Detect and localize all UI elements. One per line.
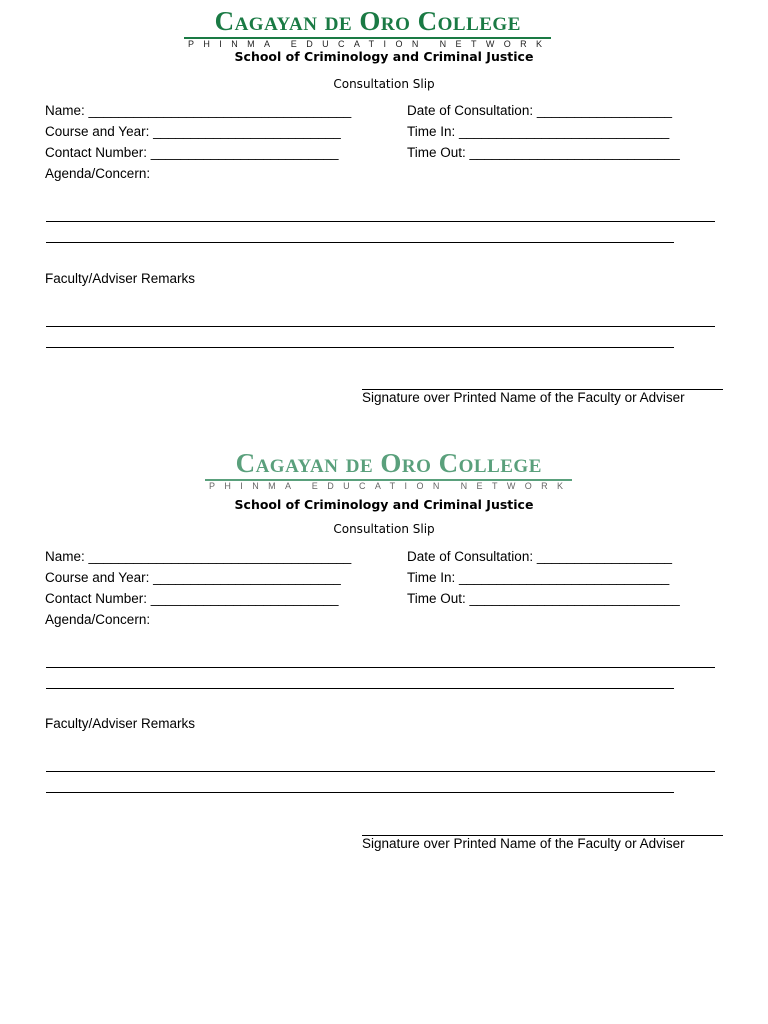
time-out-field: Time Out: ____________________________ [407, 145, 680, 160]
date-field: Date of Consultation: __________________ [407, 103, 672, 118]
time-in-field: Time In: ____________________________ [407, 570, 670, 585]
signature-label: Signature over Printed Name of the Faculty or Adviser [362, 836, 685, 851]
agenda-line-2 [46, 242, 674, 243]
remarks-label: Faculty/Adviser Remarks [45, 271, 196, 286]
contact-field: Contact Number: _________________________ [45, 591, 339, 606]
school-name: School of Criminology and Criminal Justice [234, 497, 534, 512]
network-name: PHINMA EDUCATION NETWORK [209, 481, 573, 491]
college-name: Cagayan de Oro College [205, 450, 572, 481]
agenda-line-2 [46, 688, 674, 689]
agenda-label: Agenda/Concern: [45, 166, 151, 181]
slip-title: Consultation Slip [333, 77, 435, 91]
network-name: PHINMA EDUCATION NETWORK [188, 39, 552, 49]
college-logo [205, 450, 572, 491]
consultation-slip-2 [0, 446, 768, 886]
agenda-label: Agenda/Concern: [45, 612, 151, 627]
signature-label: Signature over Printed Name of the Faculty or Adviser [362, 390, 685, 405]
slip-title: Consultation Slip [333, 522, 435, 536]
name-field: Name: ___________________________________ [45, 103, 352, 118]
agenda-line-1 [46, 667, 715, 668]
remarks-line-2 [46, 792, 674, 793]
time-out-field: Time Out: ____________________________ [407, 591, 680, 606]
course-year-field: Course and Year: _________________________ [45, 124, 341, 139]
remarks-line-1 [46, 771, 715, 772]
date-field: Date of Consultation: __________________ [407, 549, 672, 564]
school-name: School of Criminology and Criminal Justice [234, 49, 534, 64]
agenda-line-1 [46, 221, 715, 222]
remarks-label: Faculty/Adviser Remarks [45, 716, 196, 731]
remarks-line-2 [46, 347, 674, 348]
name-field: Name: ___________________________________ [45, 549, 352, 564]
course-year-field: Course and Year: _________________________ [45, 570, 341, 585]
college-name: Cagayan de Oro College [184, 8, 551, 39]
contact-field: Contact Number: _________________________ [45, 145, 339, 160]
consultation-slip-1 [0, 0, 768, 440]
time-in-field: Time In: ____________________________ [407, 124, 670, 139]
remarks-line-1 [46, 326, 715, 327]
college-logo [184, 8, 551, 49]
